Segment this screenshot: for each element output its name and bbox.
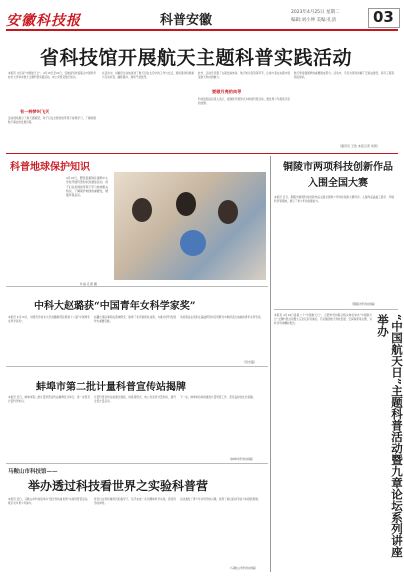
article4-headline: 举办透过科技看世界之实验科普营 [28,479,209,493]
article4-body-col1: 本报讯 近日，马鞍山市科技馆举办“透过科技看世界”实验科普营活动，吸引众多青少年参与。 [8,498,90,505]
article6-vertical-title [376,314,404,566]
article3-body-col3: 下一步，蚌埠市将持续推进计量科普工作，营造良好的社会氛围。 [180,396,256,399]
main-article-body-col3: 此外，活动还设置了火箭发射体验、航天知识竞答等环节，让参与者在实践中感受航天科技的魅力。 [198,72,290,79]
section-rule-5 [274,309,398,310]
photo-credit: 叶丽 孔燕 摄 [80,282,97,286]
article5-body: 本报讯 近日，铜陵市两项科技创新作品入围全国青少年科技创新大赛终评。入围作品涵盖工程学、环境科学等领域，展示了青少年的创新能力。 [274,196,394,203]
article4-body-col2: 营员们在科技辅导员的指导下，亲手完成一系列趣味科学实验，感受科学的神奇。 [94,498,176,505]
article2-body-col3: 该奖项旨在表彰在基础研究和应用研究中取得突出成就的青年女科学家。 [180,316,263,319]
article6-vertical-title-text: “中国航天日”主题科普活动暨九章论坛系列讲座举办 [376,314,404,558]
article6-body: 本报讯 4月24日是第八个“中国航天日”，合肥市科协联合相关单位举办“中国航天日”主题科普活动暨九章论坛系列讲座。专家围绕航天科技发展、空间探索等主题，为听众带来精彩报告。 [274,314,372,325]
photo-globe [180,230,206,256]
article4-body-col3: 活动激发了青少年对科学的兴趣，培养了他们的动手能力和创新思维。 [180,498,261,501]
main-article-body-col3b: 科技馆相关负责人表示，将继续开展形式多样的科普活动，激发青少年探索宇宙的热情。 [198,98,290,105]
article2-headline: 中科大赵璐获“中国青年女科学家奖” [34,301,196,312]
main-article-footer: （通讯员 王欣 本报记者 何周） [338,144,380,148]
issue-date: 2023年4月25日 星期二 [291,10,340,15]
article2-footer: （吴光磊） [242,360,258,364]
masthead-rule [6,29,398,31]
main-article-body-col4: 航天梦是强国梦的重要组成部分。活动中，专家为观众讲解了空间站建设、探月工程等相关知识。 [294,72,394,79]
main-subtitle-2: 要做月亮的向导 [212,89,242,94]
main-article-body-col1b: 活动现场展示了航天器模型，孩子们在志愿者的带领下参观学习，了解我国航天事业的发展历程。 [8,117,96,124]
photo-child-2 [176,192,196,216]
photo-caption: 4月18日，肥西县蒲荆乡蒲荆中心学校开展科普知识进课堂活动，孩子们在老师的带领下学习地球相关知识，了解保护地球的重要性，增强环保意识。 [66,176,108,198]
article5-headline-text: 铜陵市两项科技创新作品入围全国大赛 [283,162,393,189]
page-number: 03 [373,8,394,26]
newspaper-logo: 安徽科技报 [6,13,81,29]
article4-footer: （马鞍山市科协供稿） [228,566,259,570]
article3-footer: （蚌埠市科协供稿） [228,457,256,461]
section-title: 科普安徽 [160,13,213,28]
article2-body-col2: 赵璐长期从事相关领域研究，取得了系列创新性成果，为推动学科发展作出重要贡献。 [94,316,176,323]
section-rule-1 [6,153,398,154]
article3-body-col2: 计量科普宣传站将通过展板、讲座等形式，向公众宣传计量知识，提升全民计量意识。 [94,396,176,403]
section-rule-2 [6,286,268,287]
main-subtitle-1: 有一种梦叫飞天 [20,109,50,114]
editor-credit: 编辑:刘小坤 美编:孔清 [291,18,336,23]
article5-headline [282,160,394,192]
article3-headline: 蚌埠市第二批计量科普宣传站揭牌 [36,382,186,393]
main-headline: 省科技馆开展航天主题科普实践活动 [40,47,353,69]
article4-kicker: 马鞍山市科技馆—— [8,469,58,475]
main-article-body-col2: 在活动中，讲解员生动地讲述了航天员在太空中的工作与生活，现场观众积极参与互动问答，踊跃提问，现场气氛热烈。 [102,72,194,79]
article2-body-col1: 本报讯 4月18日，中国科学技术大学赵璐教授获得第十八届“中国青年女科学家奖”。 [8,316,90,323]
photo-section-title: 科普地球保护知识 [10,162,90,173]
news-photo [114,172,266,280]
section-rule-3 [6,366,268,367]
photo-child-1 [132,198,152,222]
article5-footer: （铜陵市科协供稿） [350,302,378,306]
column-divider [270,156,271,572]
article3-body-col1: 本报讯 近日，蚌埠市第二批计量科普宣传站揭牌仪式举行，进一步普及计量科学知识。 [8,396,90,403]
section-rule-4 [6,463,268,464]
main-article-body-col1: 本报讯 为庆祝“中国航天日”，4月18日至22日，安徽省科技馆联合中国科学技术大学举办航天主题科普实践活动，向公众普及航天知识。 [8,72,96,79]
photo-child-3 [218,200,238,224]
